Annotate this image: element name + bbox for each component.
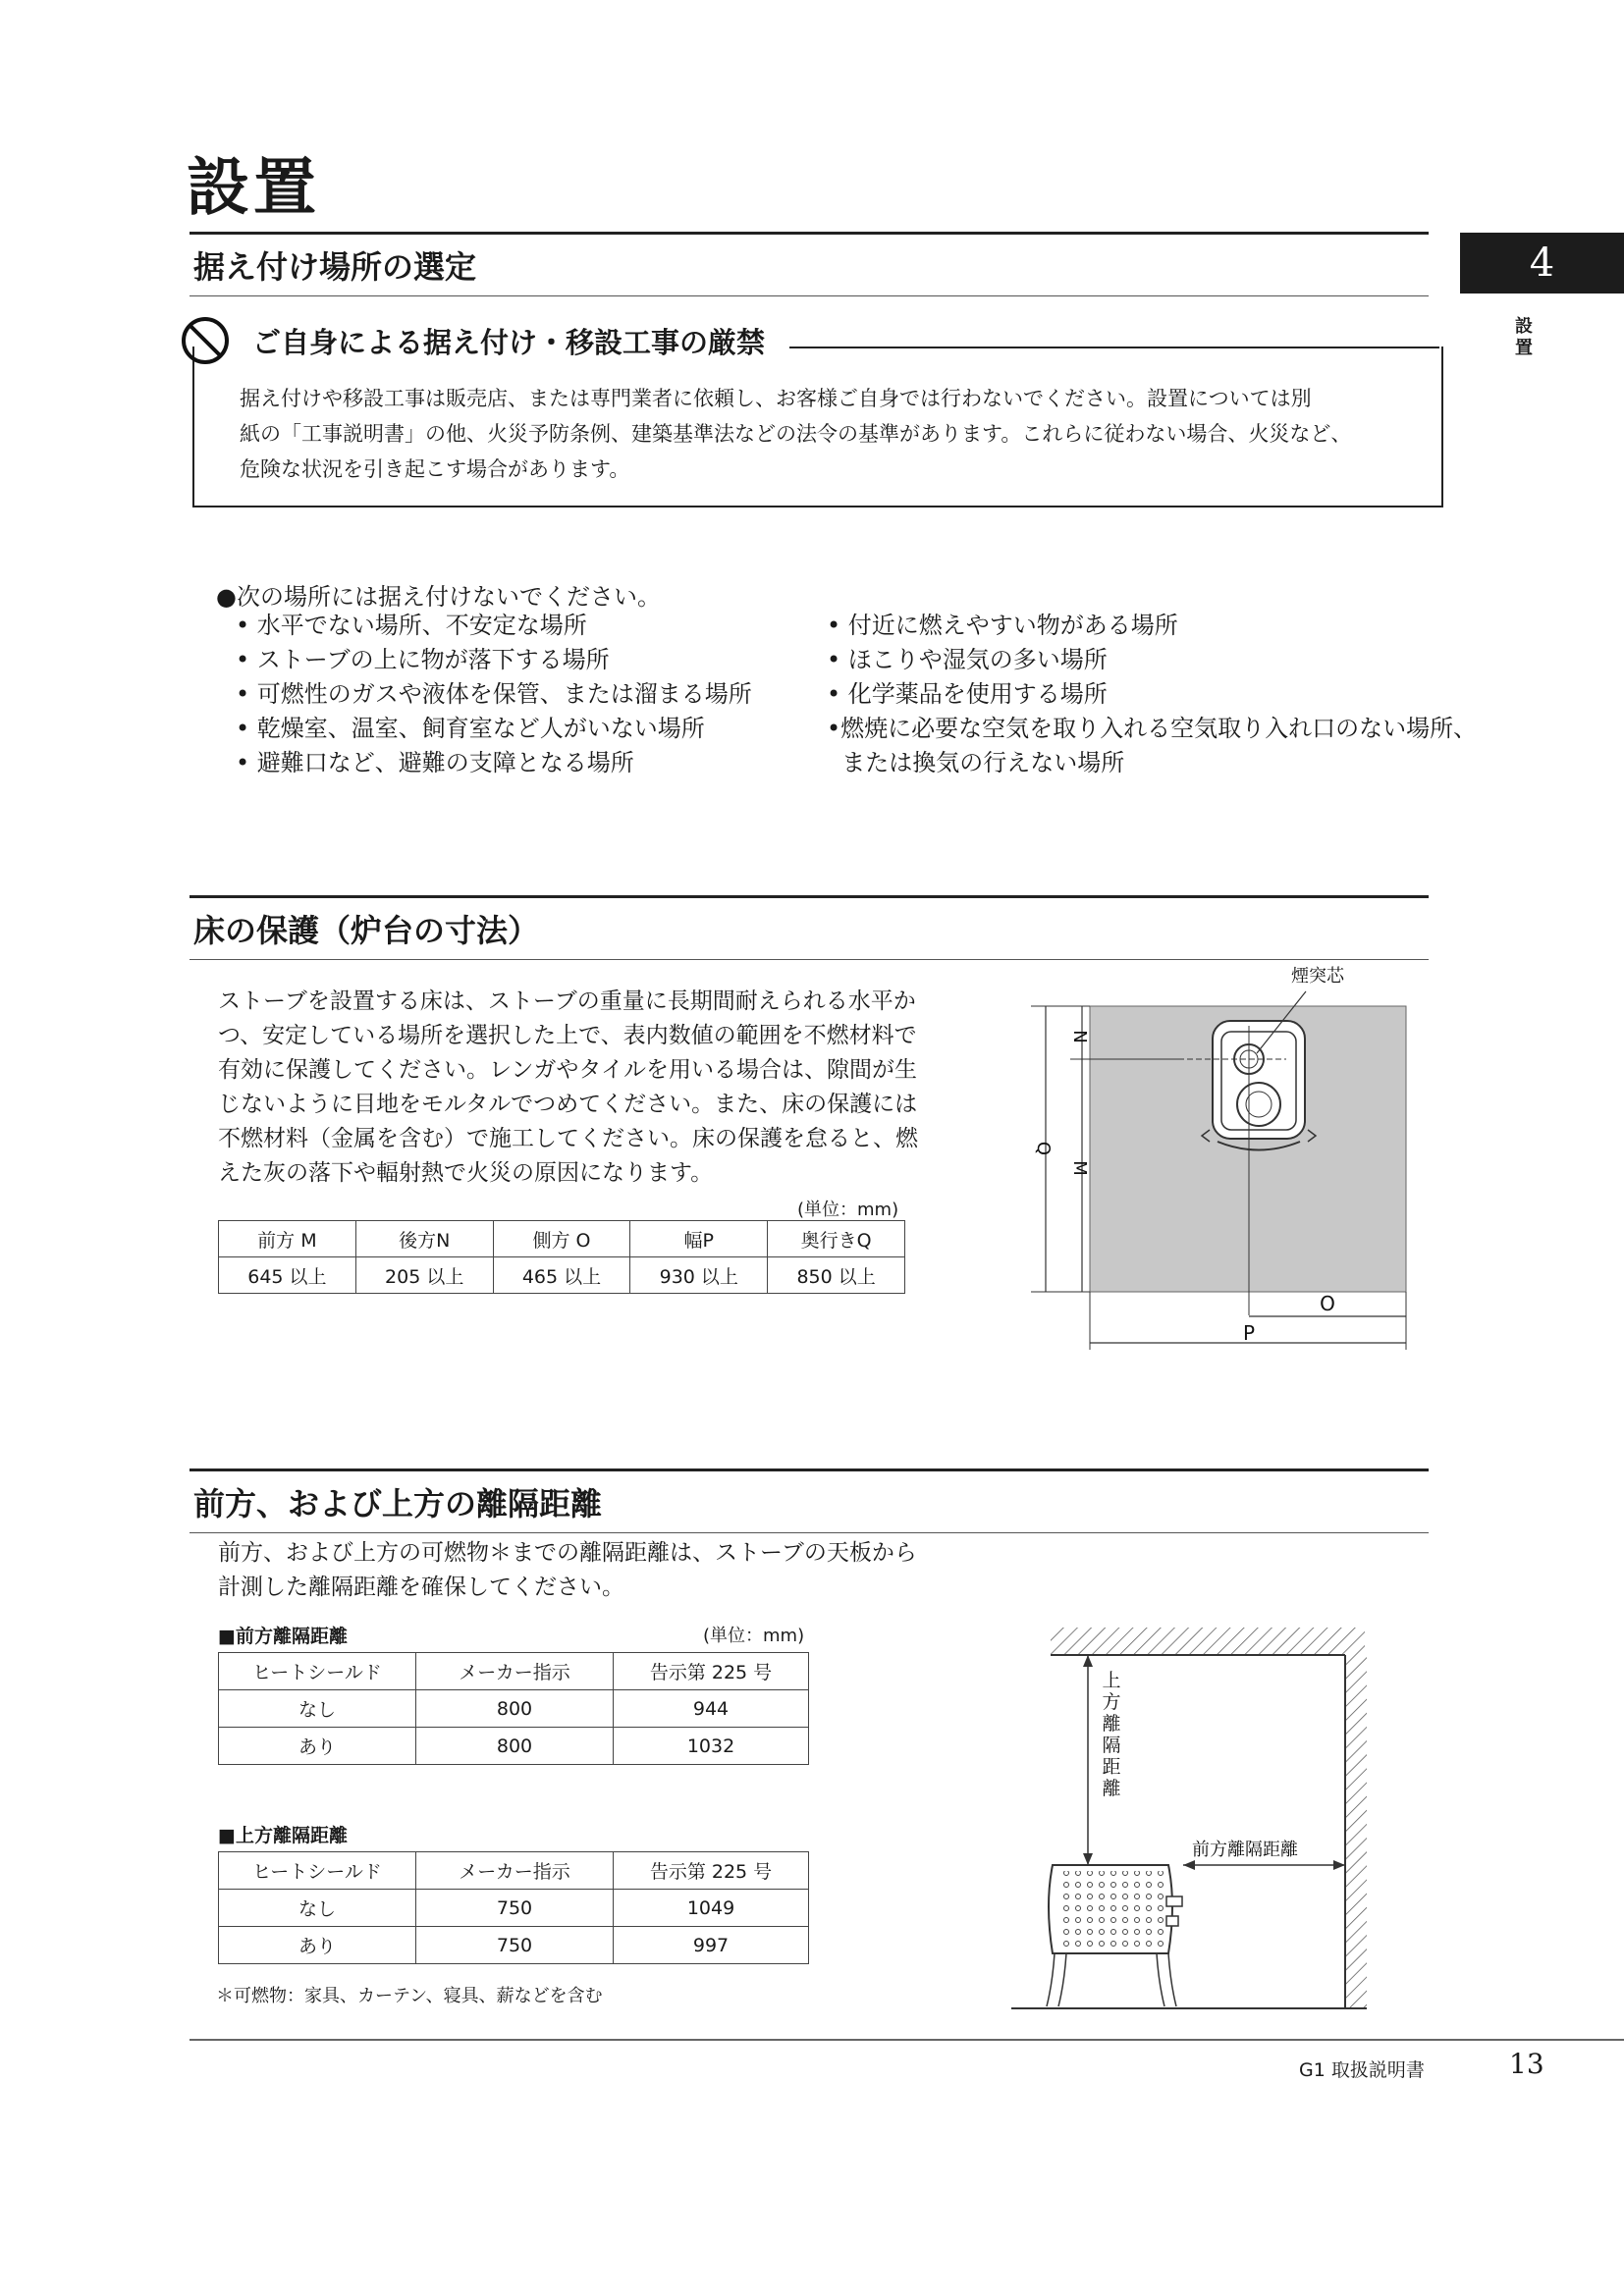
table-cell: なし xyxy=(219,1890,416,1927)
table-header-cell: メーカー指示 xyxy=(416,1653,614,1690)
svg-text:上: 上 xyxy=(1102,1670,1121,1691)
clearance-paragraph xyxy=(218,1536,925,1605)
table-cell: 850 以上 xyxy=(768,1257,905,1294)
table-cell: 465 以上 xyxy=(493,1257,630,1294)
section-header-installation-location xyxy=(189,232,1429,296)
clearance-diagram xyxy=(1001,1620,1414,2032)
table-header-cell: ヒートシールド xyxy=(219,1653,416,1690)
list-item: • 付近に燃えやすい物がある場所 xyxy=(827,612,1178,639)
footer-document-title: G1 取扱説明書 xyxy=(1299,2059,1425,2081)
svg-text:隔: 隔 xyxy=(1102,1735,1121,1756)
warning-line: 紙の「工事説明書」の他、火災予防条例、建築基準法などの法令の基準があります。これらに従わない場合、火災など、 xyxy=(240,422,1352,446)
avoid-list-right xyxy=(827,609,1477,780)
table-cell: 800 xyxy=(416,1690,614,1728)
table-row xyxy=(219,1690,809,1728)
floor-dimension-table xyxy=(218,1220,905,1294)
hearth-dimension-diagram xyxy=(992,957,1443,1360)
table-header-cell: ヒートシールド xyxy=(219,1852,416,1890)
top-clearance-label xyxy=(1102,1670,1120,1799)
table-cell: 944 xyxy=(614,1690,809,1728)
front-clearance-title: ■前方離隔距離 xyxy=(218,1626,348,1647)
dimension-label-N: N xyxy=(1069,1030,1090,1043)
list-item: • 乾燥室、温室、飼育室など人がいない場所 xyxy=(236,715,705,742)
footer-rule xyxy=(189,2039,1624,2041)
prohibition-icon xyxy=(180,315,231,366)
paragraph-line: 不燃材料（金属を含む）で施工してください。床の保護を怠ると、燃 xyxy=(218,1126,918,1151)
table-header-row xyxy=(219,1852,809,1890)
table-cell: あり xyxy=(219,1927,416,1964)
list-item: • 可燃性のガスや液体を保管、または溜まる場所 xyxy=(236,680,752,708)
warning-line: 据え付けや移設工事は販売店、または専門業者に依頼し、お客様ご自身では行わないでください。設置については別 xyxy=(240,387,1312,410)
paragraph-line: じないように目地をモルタルでつめてください。また、床の保護には xyxy=(218,1092,918,1117)
table-cell: 930 以上 xyxy=(630,1257,768,1294)
chapter-number: 4 xyxy=(1460,233,1624,294)
table-header-cell: 側方 O xyxy=(493,1221,630,1257)
svg-text:方: 方 xyxy=(1102,1691,1121,1713)
table-row xyxy=(219,1927,809,1964)
dimension-label-Q: Q xyxy=(1033,1141,1054,1156)
table-row xyxy=(219,1257,905,1294)
section-header-floor-protection xyxy=(189,895,1429,960)
table-header-row xyxy=(219,1653,809,1690)
section-header-clearance xyxy=(189,1468,1429,1533)
paragraph-line: 前方、および上方の可燃物＊までの離隔距離は、ストーブの天板から xyxy=(218,1540,917,1566)
svg-text:離: 離 xyxy=(1102,1713,1121,1735)
list-item: • 避難口など、避難の支障となる場所 xyxy=(236,749,634,776)
page-number: 13 xyxy=(1509,2048,1544,2080)
table-cell: 1032 xyxy=(614,1728,809,1765)
warning-line: 危険な状況を引き起こす場合があります。 xyxy=(240,457,630,481)
avoid-list-heading: ●次の場所には据え付けないでください。 xyxy=(216,583,661,611)
list-item: または換気の行えない場所 xyxy=(827,749,1125,776)
table-row xyxy=(219,1728,809,1765)
front-clearance-unit: (単位：mm) xyxy=(703,1626,805,1646)
wall-hatch xyxy=(1345,1655,1367,2008)
svg-text:離: 離 xyxy=(1102,1778,1121,1799)
list-item: • ほこりや湿気の多い場所 xyxy=(827,646,1108,673)
top-clearance-title: ■上方離隔距離 xyxy=(218,1825,348,1846)
table-header-cell: 後方N xyxy=(355,1221,493,1257)
page-title: 設置 xyxy=(187,151,320,225)
table-cell: 750 xyxy=(416,1890,614,1927)
table-cell: 750 xyxy=(416,1927,614,1964)
table-cell: 205 以上 xyxy=(355,1257,493,1294)
dimension-label-P: P xyxy=(1242,1321,1256,1345)
paragraph-line: 有効に保護してください。レンガやタイルを用いる場合は、隙間が生 xyxy=(218,1057,917,1083)
footnote: ＊可燃物：家具、カーテン、寝具、薪などを含む xyxy=(216,1986,603,2006)
table-cell: 997 xyxy=(614,1927,809,1964)
table-header-cell: 奥行きQ xyxy=(768,1221,905,1257)
list-item: • ストーブの上に物が落下する場所 xyxy=(236,646,610,673)
warning-top-rule xyxy=(789,347,1439,348)
table-header-cell: 告示第 225 号 xyxy=(614,1653,809,1690)
table-cell: 1049 xyxy=(614,1890,809,1927)
avoid-list-left xyxy=(236,609,752,780)
top-clearance-table xyxy=(218,1851,809,1964)
list-item: •燃焼に必要な空気を取り入れる空気取り入れ口のない場所、 xyxy=(827,715,1478,742)
table-cell: なし xyxy=(219,1690,416,1728)
table-cell: 800 xyxy=(416,1728,614,1765)
table-header-cell: 告示第 225 号 xyxy=(614,1852,809,1890)
table-header-cell: メーカー指示 xyxy=(416,1852,614,1890)
paragraph-line: えた灰の落下や輻射熱で火災の原因になります。 xyxy=(218,1160,714,1186)
list-item: • 水平でない場所、不安定な場所 xyxy=(236,612,587,639)
dimension-label-M: M xyxy=(1069,1160,1090,1176)
paragraph-line: ストーブを設置する床は、ストーブの重量に長期間耐えられる水平か xyxy=(218,988,916,1014)
table-row xyxy=(219,1890,809,1927)
floor-table-unit: (単位：mm) xyxy=(797,1200,899,1220)
front-clearance-label: 前方離隔距離 xyxy=(1192,1840,1298,1860)
list-item: • 化学薬品を使用する場所 xyxy=(827,680,1108,708)
table-header-cell: 幅P xyxy=(630,1221,768,1257)
warning-title: ご自身による据え付け・移設工事の厳禁 xyxy=(252,321,779,361)
floor-protection-paragraph xyxy=(218,985,925,1191)
chapter-side-char-1: 設 xyxy=(1515,316,1533,337)
dimension-label-O: O xyxy=(1320,1292,1335,1315)
section-title: 床の保護（炉台の寸法） xyxy=(193,912,540,949)
chapter-side-label xyxy=(1509,316,1539,359)
paragraph-line: 計測した離隔距離を確保してください。 xyxy=(218,1575,624,1600)
warning-text xyxy=(240,381,1408,487)
table-header-row xyxy=(219,1221,905,1257)
ceiling-hatch xyxy=(1051,1628,1365,1655)
warning-title-row xyxy=(180,316,779,365)
table-cell: あり xyxy=(219,1728,416,1765)
table-cell: 645 以上 xyxy=(219,1257,356,1294)
svg-text:距: 距 xyxy=(1102,1756,1121,1778)
section-title: 据え付け場所の選定 xyxy=(193,248,477,286)
front-clearance-table xyxy=(218,1652,809,1765)
paragraph-line: つ、安定している場所を選択した上で、表内数値の範囲を不燃材料で xyxy=(218,1023,917,1048)
chimney-label: 煙突芯 xyxy=(1291,966,1344,987)
section-title: 前方、および上方の離隔距離 xyxy=(193,1485,603,1522)
table-header-cell: 前方 M xyxy=(219,1221,356,1257)
chapter-side-char-2: 置 xyxy=(1515,338,1533,358)
